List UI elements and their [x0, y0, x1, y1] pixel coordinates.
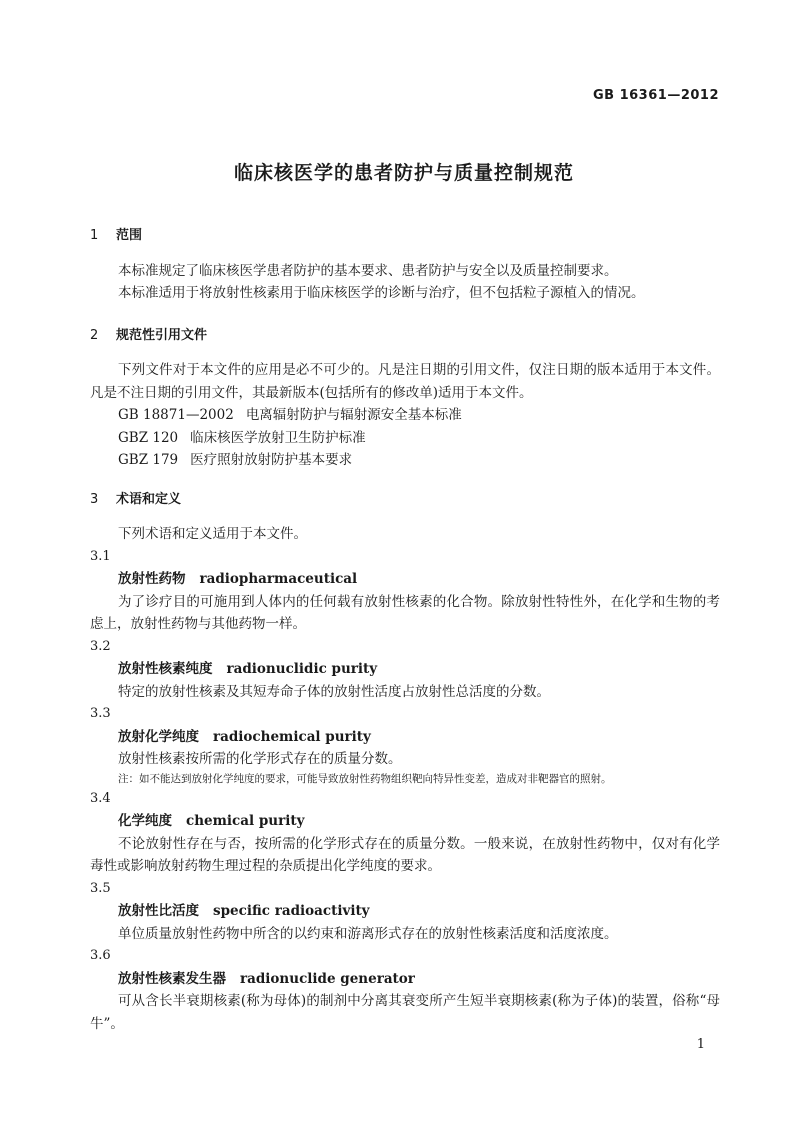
section-number: 2 — [90, 327, 99, 343]
section-2-heading — [90, 325, 720, 348]
section-title: 规范性引用文件 — [116, 327, 208, 343]
term-zh: 放射性核素发生器 — [118, 970, 226, 987]
term-number: 3.4 — [90, 790, 111, 806]
reference-item — [90, 404, 720, 427]
reference-code: GBZ 120 — [118, 429, 179, 446]
section-title: 术语和定义 — [116, 491, 182, 507]
paragraph: 本标准规定了临床核医学患者防护的基本要求、患者防护与安全以及质量控制要求。 — [118, 262, 618, 279]
section-1-heading — [90, 225, 720, 248]
paragraph: 本标准适用于将放射性核素用于临床核医学的诊断与治疗，但不包括粒子源植入的情况。 — [118, 285, 645, 301]
term-zh: 放射性核素纯度 — [118, 661, 213, 677]
paragraph: 下列文件对于本文件的应用是必不可少的。凡是注日期的引用文件，仅注日期的版本适用于本文件。凡是不注日期的引用文件，其最新版本(包括所有的修改单)适用于本文件。 — [90, 362, 720, 401]
reference-code: GBZ 179 — [118, 452, 179, 468]
document-title: 临床核医学的患者防护与质量控制规范 — [233, 162, 574, 184]
reference-code: GB 18871—2002 — [118, 407, 234, 423]
term-en: radionuclide generator — [240, 970, 415, 987]
document-body — [90, 225, 720, 1035]
term-en: radionuclidic purity — [226, 661, 378, 677]
term-en: radiochemical purity — [213, 728, 371, 745]
term-heading — [90, 658, 720, 681]
term-number: 3.3 — [90, 706, 111, 721]
term-number: 3.1 — [90, 548, 111, 564]
section-number: 1 — [90, 228, 99, 243]
term-number: 3.2 — [90, 638, 111, 654]
reference-title: 电离辐射防护与辐射源安全基本标准 — [245, 407, 462, 423]
term-heading — [90, 968, 720, 991]
standard-number: GB 16361—2012 — [592, 88, 719, 103]
term-en: radiopharmaceutical — [199, 571, 358, 587]
term-heading — [90, 810, 720, 833]
term-definition: 放射性核素按所需的化学形式存在的质量分数。 — [118, 751, 402, 767]
term-definition: 不论放射性存在与否，按所需的化学形式存在的质量分数。一般来说，在放射性药物中，仅对有化学毒性或影响放射药物生理过程的杂质提出化学纯度的要求。 — [90, 835, 720, 874]
term-heading — [90, 900, 720, 923]
term-zh: 放射性比活度 — [118, 903, 199, 919]
term-number: 3.5 — [90, 880, 111, 896]
term-note: 注：如不能达到放射化学纯度的要求，可能导致放射性药物组织靶向特异性变差，造成对非靶器官的照射。 — [118, 772, 612, 785]
page-number: 1 — [696, 1037, 705, 1052]
term-definition: 特定的放射性核素及其短寿命子体的放射性活度占放射性总活度的分数。 — [118, 683, 550, 700]
term-heading — [90, 568, 720, 591]
term-zh: 化学纯度 — [118, 813, 172, 829]
reference-title: 临床核医学放射卫生防护标准 — [190, 429, 366, 446]
reference-item — [90, 427, 720, 450]
term-number: 3.6 — [90, 948, 111, 963]
reference-item — [90, 449, 720, 472]
section-3-heading — [90, 489, 720, 512]
section-number: 3 — [90, 491, 99, 507]
term-definition: 可从含长半衰期核素(称为母体)的制剂中分离其衰变所产生短半衰期核素(称为子体)的装置，俗称“母牛”。 — [90, 993, 720, 1032]
section-title: 范围 — [116, 228, 143, 243]
term-definition: 单位质量放射性药物中所含的以约束和游离形式存在的放射性核素活度和活度浓度。 — [118, 925, 618, 942]
term-heading — [90, 726, 720, 749]
term-definition: 为了诊疗目的可施用到人体内的任何载有放射性核素的化合物。除放射性特性外，在化学和生物的考虑上，放射性药物与其他药物一样。 — [90, 593, 720, 632]
reference-title: 医疗照射放射防护基本要求 — [190, 452, 353, 468]
term-en: specific radioactivity — [213, 903, 370, 919]
term-zh: 放射性药物 — [118, 571, 186, 587]
term-en: chemical purity — [186, 813, 305, 829]
paragraph: 下列术语和定义适用于本文件。 — [118, 526, 307, 542]
term-zh: 放射化学纯度 — [118, 728, 199, 745]
